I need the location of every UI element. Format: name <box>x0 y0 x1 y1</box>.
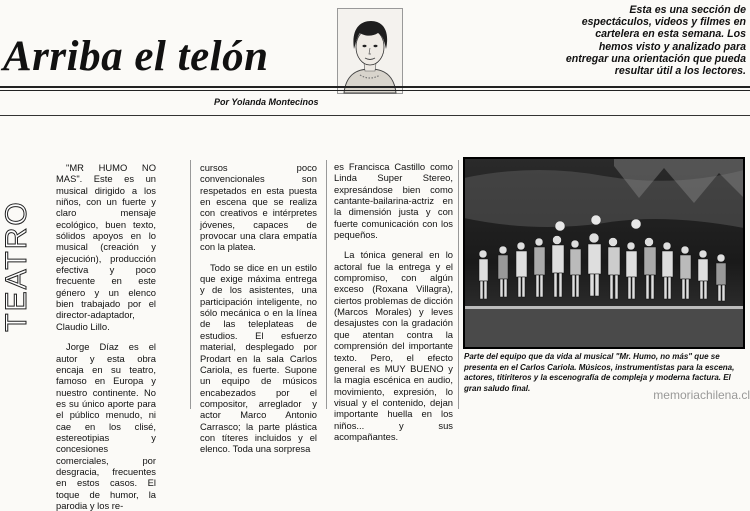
section-intro: Esta es una sección de espectáculos, videos y filmes en cartelera en esta semana. Los hemos visto y analizado para entregar una orientación que pueda resultar útil a los lectores. <box>565 4 746 78</box>
stage-photo <box>464 158 744 348</box>
paragraph: es Francisca Castillo como Linda Super Stereo, expresándose bien como cantante-bailarina-actriz en la dimensión justa y con fuerte comunicación con los pequeños. <box>334 161 453 241</box>
paragraph: Todo se dice en un estilo que exige máxima entrega y de los asistentes, una participación inteligente, no sólo mecánica o en la línea de las teleplateas de estudios. El esfuerzo material, desplegado por Prodart en la sala Carlos Cariola, es fuerte. Supone un equipo de músicos encabezados por el compositor, arreglador y actor Marco Antonio Carrasco; la parte plástica con títeres incluidos y el elenco. Toda una sorpresa <box>200 261 317 455</box>
paragraph: Jorge Díaz es el autor y esta obra encaja en su teatro, famoso en Europa y nuestro continente. No es su único aporte para el público menudo, ni cae en los clisé, estereotipias y concesiones comerciales, por desgracia, frecuentes en estos casos. El toque de humor, la parodia y los re- <box>56 341 156 511</box>
column-divider <box>190 160 191 409</box>
stage-photo-illustration <box>464 158 744 348</box>
article-column-2 <box>200 162 317 455</box>
paragraph: La tónica general en lo actoral fue la entrega y el compromiso, con algún exceso (Roxana Villagra), ciertos problemas de dicción (Marcos Morales) y leves desajustes con la gradación que atentan contra la comprensión del importante texto. Pero, el efecto general es MUY BUENO y la magia escénica en audio, movimiento, expresión, lo visual y el contenido, dejan importante huella en los niños... y sus acompañantes. <box>334 249 453 442</box>
byline: Por Yolanda Montecinos <box>214 97 319 107</box>
author-portrait <box>337 8 403 94</box>
section-label: TEATRO <box>0 200 33 332</box>
article-column-3 <box>334 161 453 442</box>
header-rule <box>0 86 750 88</box>
column-title: Arriba el telón <box>3 33 269 80</box>
article-column-1 <box>56 162 156 511</box>
photo-caption: Parte del equipo que da vida al musical "Mr. Humo, no más" que se presenta en el Carlos Cariola. Músicos, instrumentistas para la escena, actores, titiriteros y la escenografía de compleja y moderna factura. El gran saludo final. <box>464 352 735 393</box>
watermark: memoriachilena.cl <box>653 388 750 402</box>
byline-rule <box>0 115 750 116</box>
paragraph: cursos poco convencionales son respetados en esta puesta en escena que se realiza con creativos e intérpretes jóvenes, capaces de provocar una clara empatía con la platea. <box>200 162 317 253</box>
portrait-illustration <box>338 9 402 93</box>
paragraph: "MR HUMO NO MAS". Este es un musical dirigido a los niños, con un fuerte y claro mensaje ecológico, buen texto, sólidos apoyos en lo musical (creación y ejecución), producción efectiva y poco frecuente en este género y un elenco bien trabajado por el director-adaptador, Claudio Lillo. <box>56 162 156 332</box>
column-divider <box>458 160 459 409</box>
column-divider <box>326 160 327 409</box>
header-rule-thin <box>0 90 750 91</box>
